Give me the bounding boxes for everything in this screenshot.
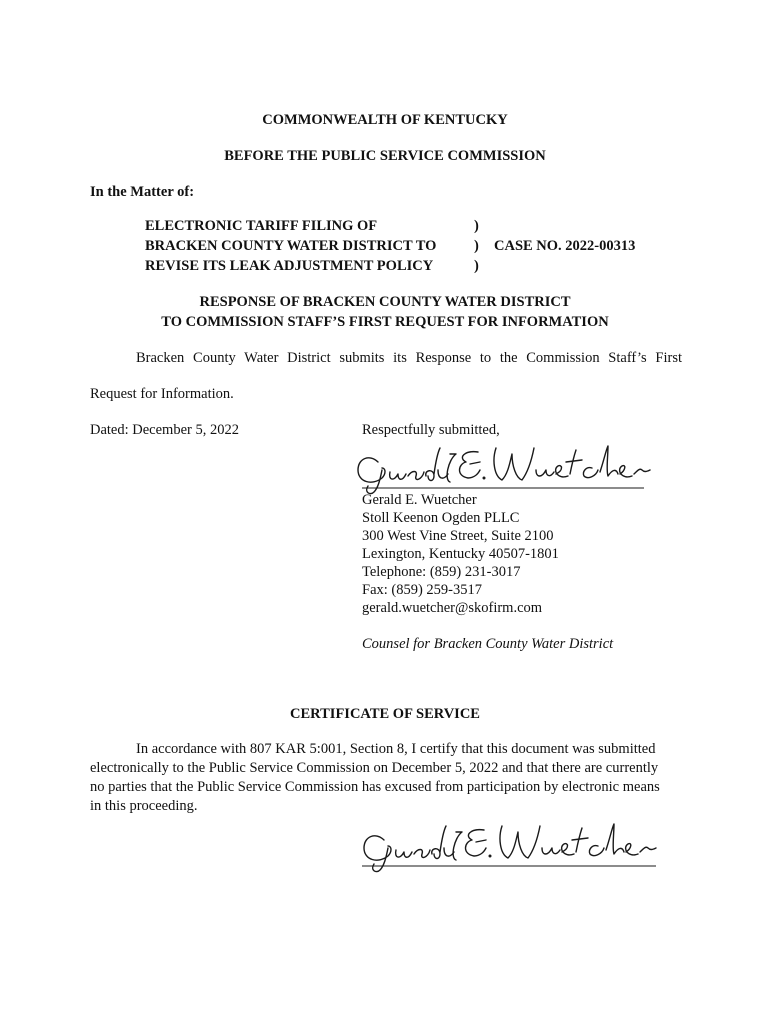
signature-firm: Stoll Keenon Ogden PLLC (362, 510, 520, 526)
dated: Dated: December 5, 2022 (90, 422, 239, 438)
signature-address: 300 West Vine Street, Suite 2100 (362, 528, 554, 544)
heading-commission: BEFORE THE PUBLIC SERVICE COMMISSION (224, 148, 546, 164)
case-number: CASE NO. 2022-00313 (494, 238, 636, 254)
certificate-line-2: electronically to the Public Service Commission on December 5, 2022 and that there are currently (90, 760, 659, 776)
matter-label: In the Matter of: (90, 184, 195, 200)
signature-name: Gerald E. Wuetcher (362, 492, 477, 508)
caption-paren-2: ) (474, 238, 479, 254)
signature-image-1 (352, 440, 652, 496)
counsel-designation: Counsel for Bracken County Water District (362, 636, 614, 652)
caption-line-2: BRACKEN COUNTY WATER DISTRICT TO (145, 238, 437, 254)
heading-commonwealth: COMMONWEALTH OF KENTUCKY (262, 112, 508, 128)
caption-line-3: REVISE ITS LEAK ADJUSTMENT POLICY (145, 258, 434, 274)
respectfully-submitted: Respectfully submitted, (362, 422, 500, 438)
certificate-line-4: in this proceeding. (90, 798, 198, 814)
certificate-heading: CERTIFICATE OF SERVICE (290, 706, 480, 722)
signature-email[interactable]: gerald.wuetcher@skofirm.com (362, 600, 543, 616)
caption-paren-3: ) (474, 258, 479, 274)
signature-telephone: Telephone: (859) 231-3017 (362, 564, 521, 580)
caption-line-1: ELECTRONIC TARIFF FILING OF (145, 218, 378, 234)
body-line-1: Bracken County Water District submits its Response to the Commission Staff’s First (136, 350, 682, 366)
response-title-line-1: RESPONSE OF BRACKEN COUNTY WATER DISTRICT (199, 294, 571, 310)
caption-paren-1: ) (474, 218, 479, 234)
body-line-2: Request for Information. (90, 386, 234, 402)
certificate-line-1: In accordance with 807 KAR 5:001, Section 8, I certify that this document was submitted (136, 741, 656, 757)
response-title-line-2: TO COMMISSION STAFF’S FIRST REQUEST FOR INFORMATION (161, 314, 609, 330)
signature-city: Lexington, Kentucky 40507-1801 (362, 546, 559, 562)
signature-image-2 (358, 820, 660, 876)
signature-fax: Fax: (859) 259-3517 (362, 582, 483, 598)
certificate-line-3: no parties that the Public Service Commission has excused from participation by electronic means (90, 779, 660, 795)
